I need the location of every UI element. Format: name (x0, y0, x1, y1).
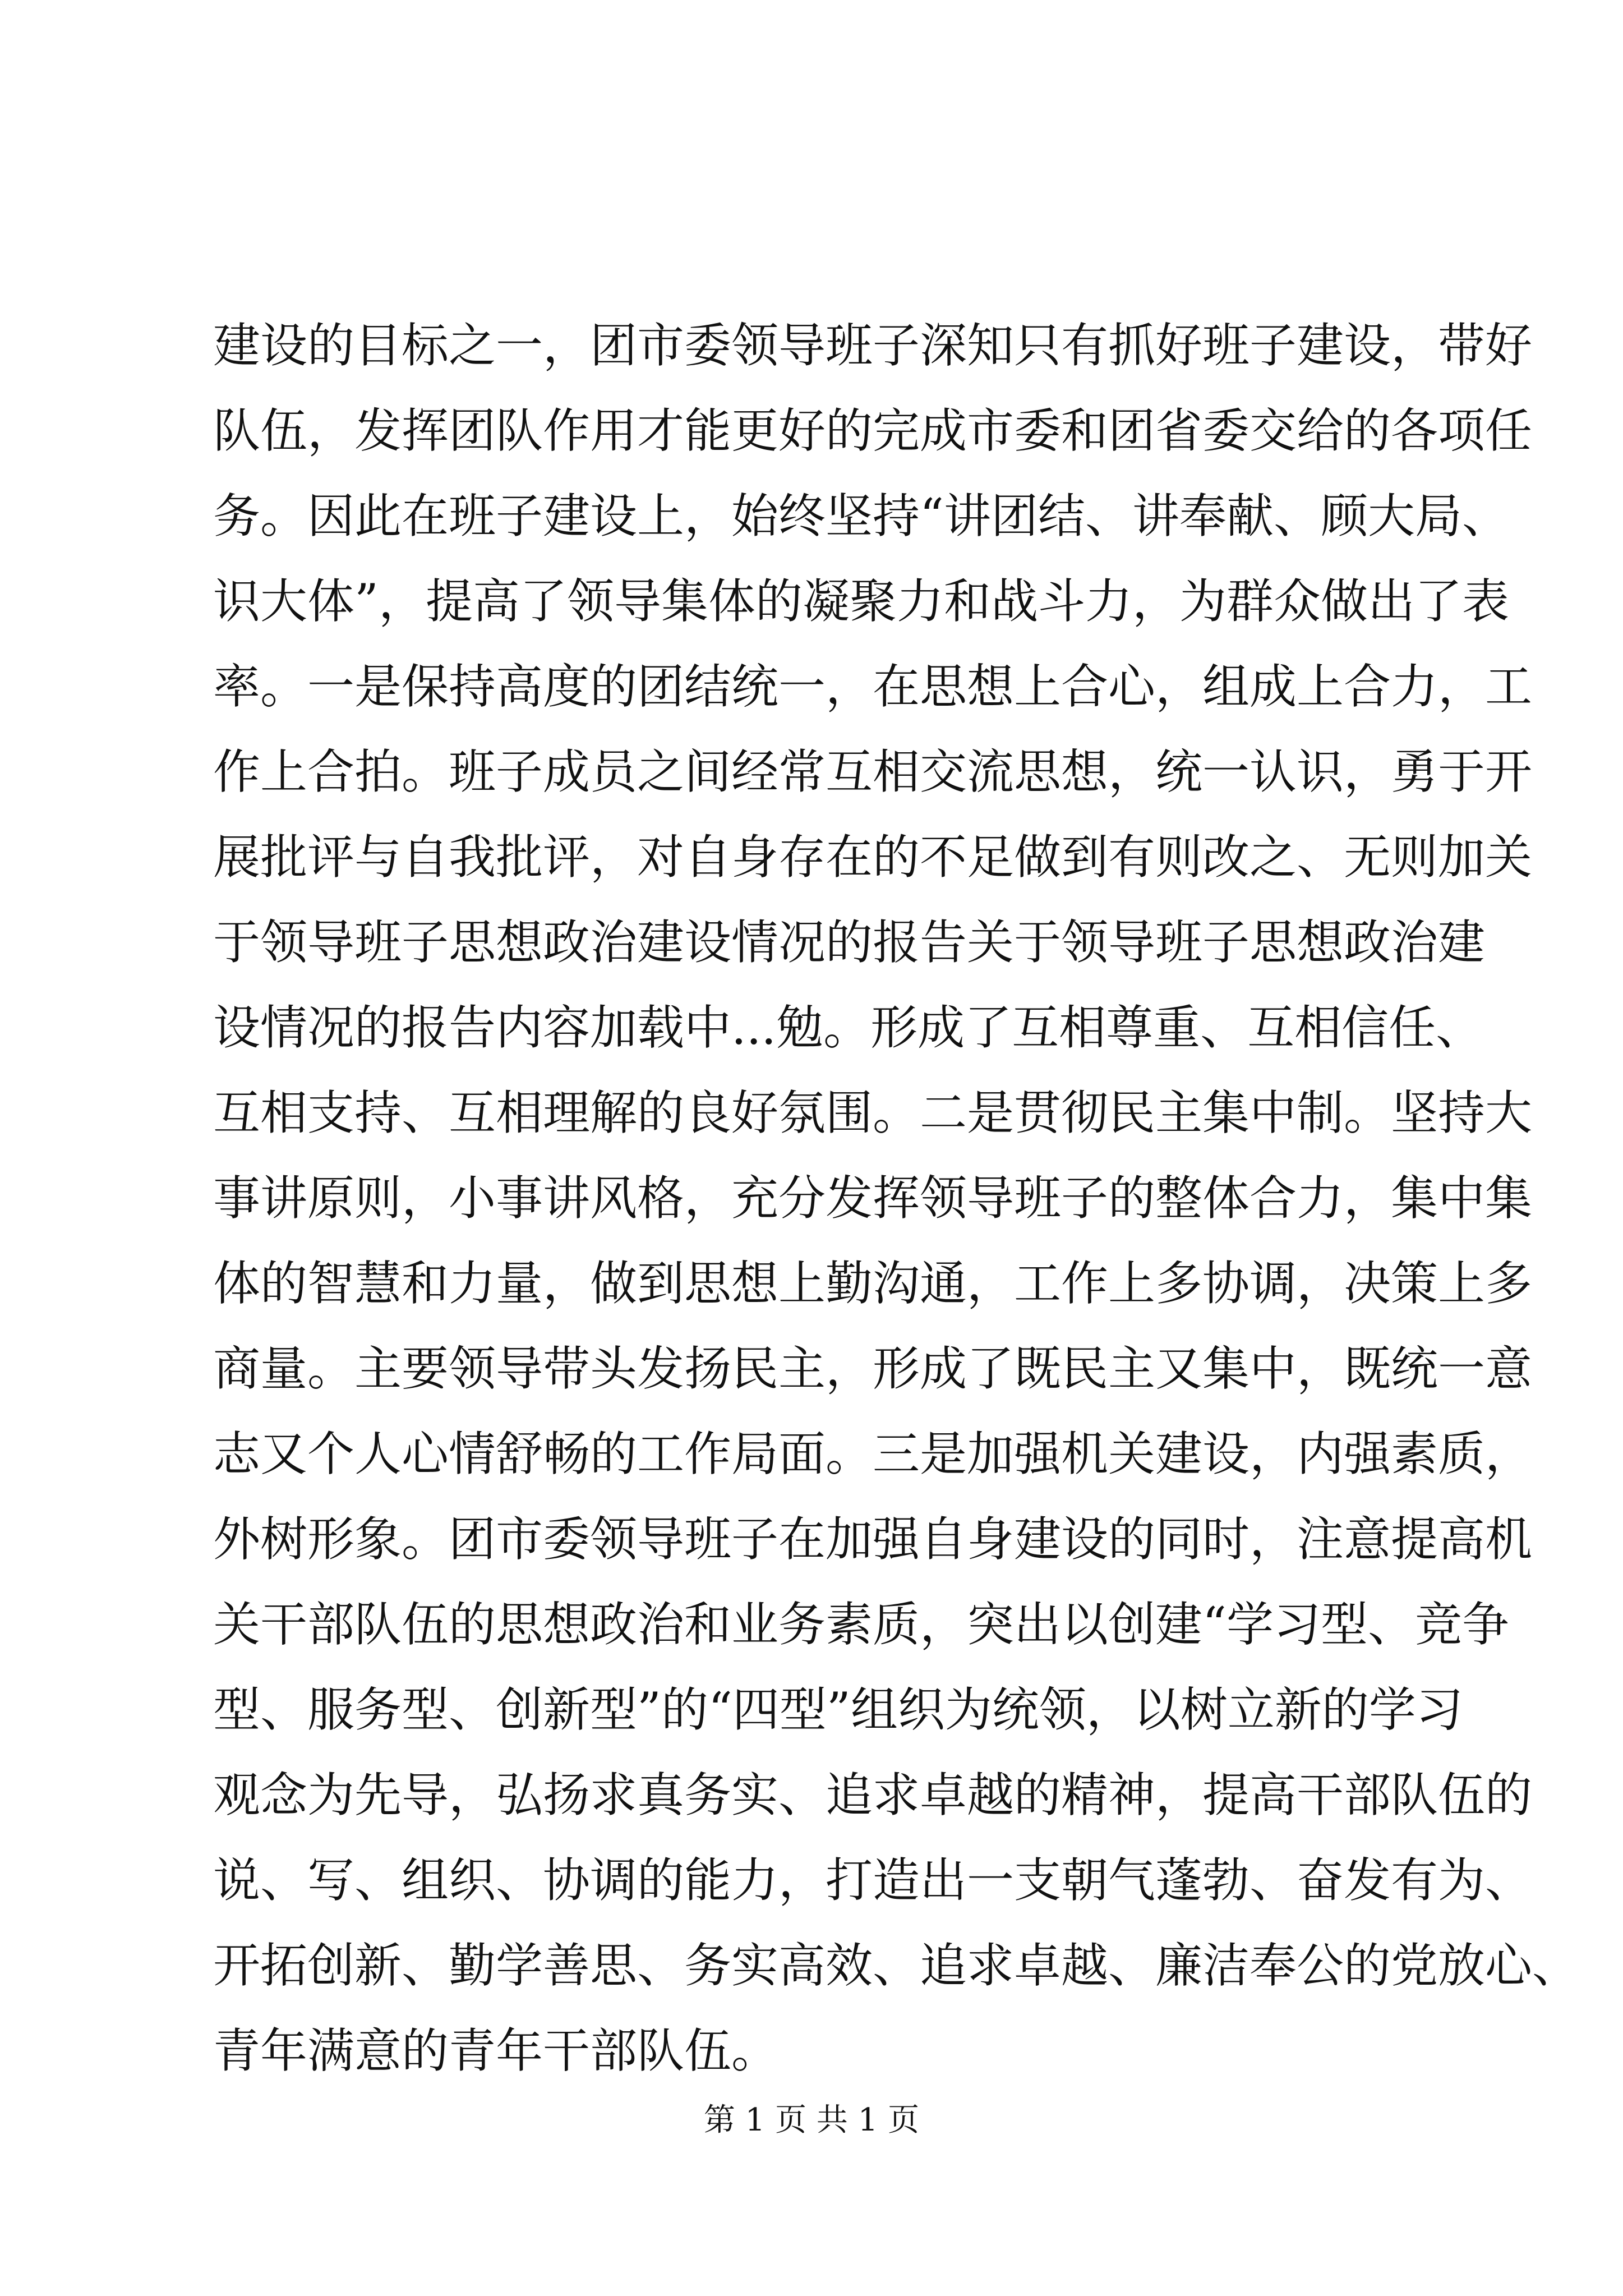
text-line: 观念为先导，弘扬求真务实、追求卓越的精神，提高干部队伍的 (213, 1768, 1533, 1823)
text-line: 务。因此在班子建设上，始终坚持“讲团结、讲奉献、顾大局、 (213, 489, 1509, 544)
text-line: 建设的目标之一，团市委领导班子深知只有抓好班子建设，带好 (213, 318, 1533, 373)
text-line: 互相支持、互相理解的良好氛围。二是贯彻民主集中制。坚持大 (213, 1085, 1533, 1140)
text-line: 识大体”，提高了领导集体的凝聚力和战斗力，为群众做出了表 (213, 574, 1509, 629)
text-line: 于领导班子思想政治建设情况的报告关于领导班子思想政治建 (213, 915, 1486, 970)
text-line: 商量。主要领导带头发扬民主，形成了既民主又集中，既统一意 (213, 1341, 1533, 1396)
text-line: 事讲原则，小事讲风格，充分发挥领导班子的整体合力，集中集 (213, 1171, 1533, 1226)
text-line: 展批评与自我批评，对自身存在的不足做到有则改之、无则加关 (213, 830, 1533, 885)
text-line: 青年满意的青年干部队伍。 (213, 2023, 779, 2078)
text-line: 队伍，发挥团队作用才能更好的完成市委和团省委交给的各项任 (213, 403, 1533, 458)
text-line: 体的智慧和力量，做到思想上勤沟通，工作上多协调，决策上多 (213, 1256, 1533, 1311)
text-line: 率。一是保持高度的团结统一，在思想上合心，组成上合力，工 (213, 659, 1533, 714)
text-line: 说、写、组织、协调的能力，打造出一支朝气蓬勃、奋发有为、 (213, 1853, 1533, 1908)
text-line: 型、服务型、创新型”的“四型”组织为统领，以树立新的学习 (213, 1682, 1463, 1737)
page-footer: 第 1 页 共 1 页 (703, 2102, 920, 2138)
text-line: 开拓创新、勤学善思、务实高效、追求卓越、廉洁奉公的党放心、 (213, 1938, 1580, 1993)
text-line: 外树形象。团市委领导班子在加强自身建设的同时，注意提高机 (213, 1512, 1533, 1567)
text-line: 作上合拍。班子成员之间经常互相交流思想，统一认识，勇于开 (213, 744, 1533, 799)
text-line: 志又个人心情舒畅的工作局面。三是加强机关建设，内强素质， (213, 1427, 1533, 1481)
text-line: 设情况的报告内容加载中...勉。形成了互相尊重、互相信任、 (213, 1000, 1483, 1055)
body-paragraph (213, 303, 1580, 2093)
text-line: 关干部队伍的思想政治和业务素质，突出以创建“学习型、竞争 (213, 1597, 1509, 1652)
